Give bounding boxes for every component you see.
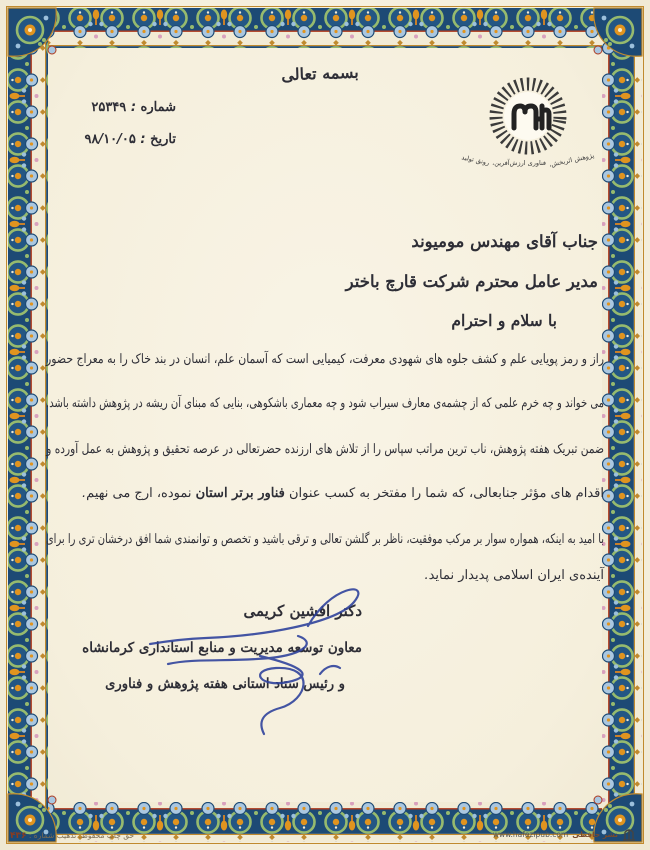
emblem-motto-mid: فناوری ارزش‌آفرین،: [492, 159, 547, 167]
handwritten-signature: [105, 578, 420, 738]
body-line-4: [46, 486, 604, 501]
recipient-title: مدیر عامل محترم شرکت قارچ باختر: [345, 272, 598, 291]
signatory-name: دکتر افشین کریمی: [243, 602, 362, 620]
body-line-1: راز و رمز پویایی علم و کشف جلوه های شهودی معرفت، کیمیایی است که آسمان علم، انسان در بند خاک را به معراج حضور: [46, 352, 604, 367]
letter-number-label: شماره :: [130, 100, 176, 115]
recipient-name: جناب آقای مهندس مومیوند: [411, 232, 598, 251]
emblem-rays-icon: [458, 66, 598, 186]
letter-date-label: تاریخ :: [140, 132, 176, 147]
publisher-logo-icon: [622, 828, 636, 841]
emblem-motto: [458, 151, 598, 169]
body-line-4-pre: اقدام های مؤثر جنابعالی، که شما را مفتخر به کسب عنوان: [284, 486, 604, 501]
publisher-url: www.hafezipub.com: [492, 830, 569, 839]
salutation: با سلام و احترام: [451, 312, 557, 330]
letter-number-value: ۲۵۳۴۹: [91, 100, 127, 115]
copyright-text: حق چاپ محفوظ. تذهیب شماره :: [26, 831, 135, 840]
signatory-title-1: معاون توسعه مدیریت و منابع استانداری کرمانشاه: [82, 640, 362, 656]
body-line-3: ضمن تبریک هفته پژوهش، ناب ترین مراتب سپاس را از تلاش های ارزنده حضرتعالی در عرصه تحقیق و پژوهش به عمل آورده و: [46, 442, 605, 457]
research-week-emblem: [458, 66, 598, 186]
signatory-title-2: و رئیس ستاد استانی هفته پژوهش و فناوری: [105, 676, 345, 692]
body-line-4-award: فناور برتر استان: [195, 486, 285, 501]
publisher-name: نشر حافظی: [572, 830, 618, 839]
body-line-2: می خواند و چه خرم علمی که از چشمه‌ی معارف سیراب شود و چه معماری باشکوهی، بنایی که مبنای آن ریشه در پژوهش داشته باشد.: [46, 396, 605, 411]
letter-number-row: [68, 100, 176, 115]
publisher-credit: [493, 828, 636, 841]
letter-date-value: ۹۸/۱۰/۰۵: [84, 132, 136, 147]
emblem-motto-left: رونق تولید: [460, 153, 491, 167]
body-line-5: با امید به اینکه، همواره سوار بر مرکب موفقیت، ناظر بر گلشن تعالی و ترقی باشید و تخصص و توانمندی شما افق درخشان تری را برای: [45, 532, 605, 547]
illumination-number: ۴۳۶: [10, 831, 27, 841]
copyright-note: [10, 831, 134, 841]
body-line-4-post: نموده، ارج می نهیم.: [82, 486, 196, 501]
bismillah: بسمه تعالی: [280, 62, 359, 85]
body-line-6: آینده‌ی ایران اسلامی پدیدار نماید.: [424, 568, 604, 583]
letter-date-row: [58, 132, 176, 147]
emblem-motto-right: پژوهش اثربخش،: [548, 151, 595, 169]
